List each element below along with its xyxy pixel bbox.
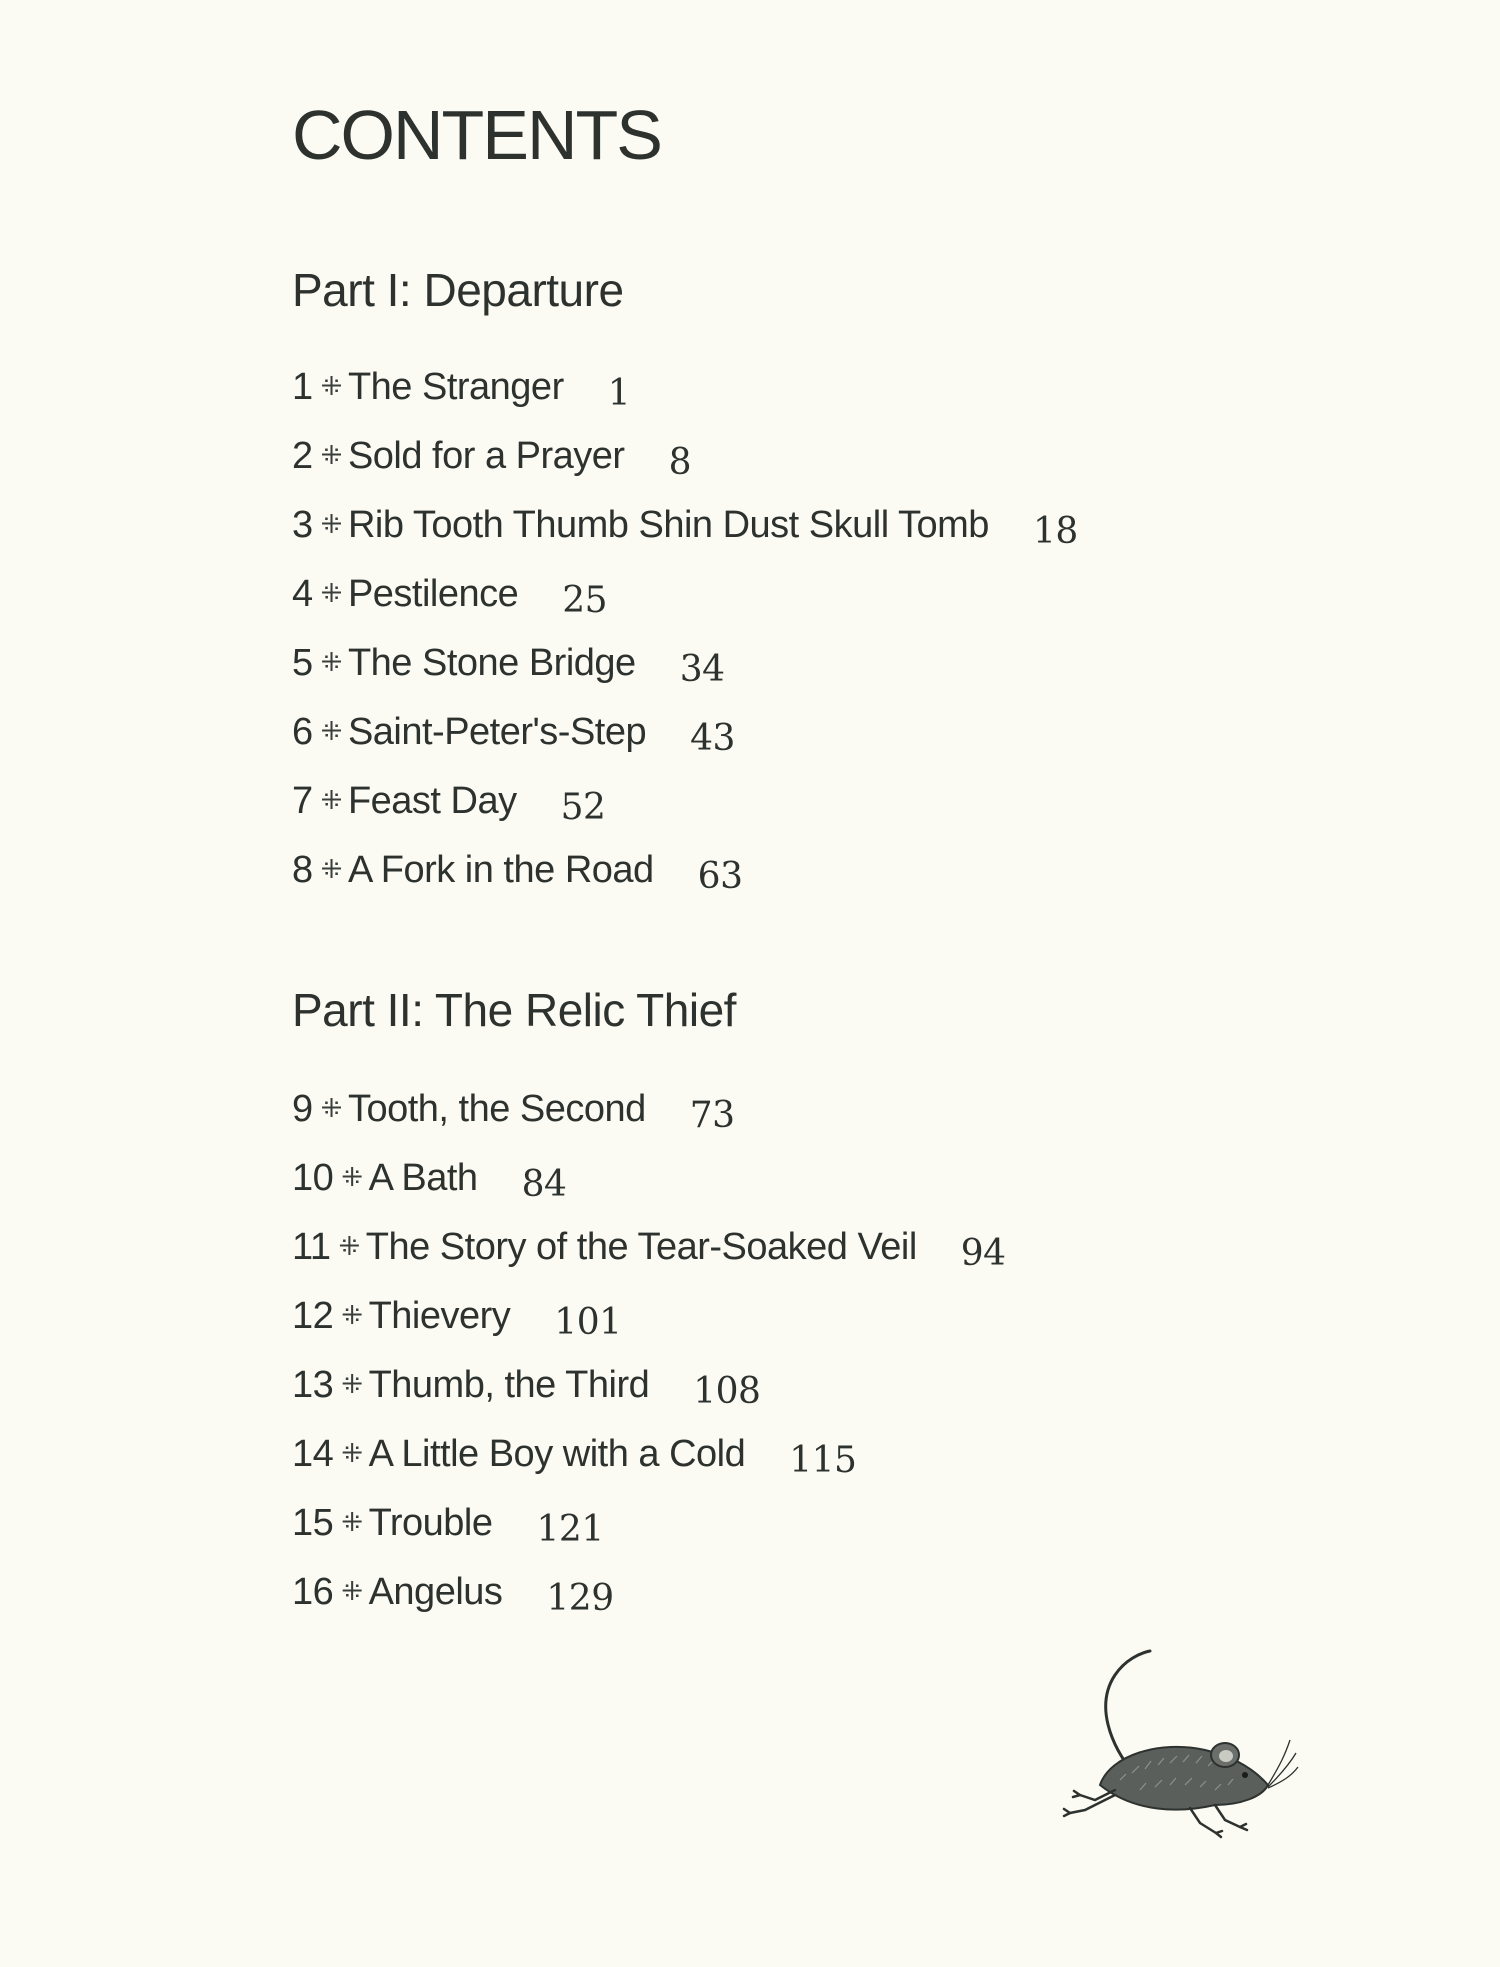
- toc-entry: [292, 1090, 1006, 1159]
- chapter-title: A Bath: [368, 1157, 478, 1199]
- toc-list: [292, 1090, 1006, 1642]
- toc-entry: [292, 1504, 1006, 1573]
- part-heading: Part II: The Relic Thief: [292, 984, 736, 1036]
- chapter-number: 10: [292, 1157, 334, 1199]
- separator-ornament: ⁜: [341, 1576, 363, 1606]
- separator-ornament: ⁜: [320, 578, 342, 608]
- separator-ornament: ⁜: [320, 440, 342, 470]
- separator-ornament: ⁜: [320, 509, 342, 539]
- chapter-title: Rib Tooth Thumb Shin Dust Skull Tomb: [347, 504, 989, 546]
- separator-ornament: ⁜: [320, 854, 342, 884]
- chapter-title: Angelus: [368, 1571, 503, 1613]
- toc-entry: [292, 1435, 1006, 1504]
- toc-entry: [292, 713, 1078, 782]
- chapter-number: 7: [292, 780, 313, 822]
- page-number: 84: [521, 1164, 567, 1205]
- chapter-number: 1: [292, 366, 313, 408]
- page-title: CONTENTS: [292, 96, 661, 174]
- separator-ornament: ⁜: [320, 1093, 342, 1123]
- chapter-title: Saint-Peter's-Step: [347, 711, 647, 753]
- toc-entry: [292, 575, 1078, 644]
- chapter-number: 9: [292, 1088, 313, 1130]
- chapter-number: 13: [292, 1364, 334, 1406]
- chapter-title: A Fork in the Road: [347, 849, 654, 891]
- page-number: 18: [1032, 511, 1078, 552]
- separator-ornament: ⁜: [341, 1438, 363, 1468]
- chapter-number: 14: [292, 1433, 334, 1475]
- page-number: 43: [690, 718, 735, 759]
- toc-entry: [292, 782, 1078, 851]
- chapter-number: 3: [292, 504, 313, 546]
- page-number: 121: [536, 1509, 604, 1550]
- toc-entry: [292, 1228, 1006, 1297]
- toc-entry: [292, 1573, 1006, 1642]
- chapter-title: Sold for a Prayer: [347, 435, 625, 477]
- chapter-title: Tooth, the Second: [347, 1088, 646, 1130]
- chapter-title: Pestilence: [347, 573, 519, 615]
- chapter-title: Trouble: [368, 1502, 493, 1544]
- mouse-icon: [1040, 1645, 1300, 1865]
- page-number: 8: [668, 442, 691, 483]
- chapter-number: 16: [292, 1571, 334, 1613]
- page-number: 108: [693, 1371, 761, 1412]
- toc-entry: [292, 506, 1078, 575]
- chapter-title: The Story of the Tear-Soaked Veil: [365, 1226, 917, 1268]
- chapter-title: The Stranger: [347, 366, 564, 408]
- chapter-number: 4: [292, 573, 313, 615]
- page-number: 129: [546, 1578, 614, 1619]
- chapter-title: Thievery: [368, 1295, 511, 1337]
- page-number: 1: [607, 373, 631, 414]
- toc-entry: [292, 368, 1078, 437]
- toc-entry: [292, 851, 1078, 920]
- chapter-title: The Stone Bridge: [347, 642, 636, 684]
- toc-entry: [292, 1297, 1006, 1366]
- chapter-number: 15: [292, 1502, 334, 1544]
- separator-ornament: ⁜: [320, 716, 342, 746]
- page-number: 94: [960, 1233, 1006, 1274]
- separator-ornament: ⁜: [320, 647, 342, 677]
- chapter-number: 11: [292, 1226, 331, 1268]
- separator-ornament: ⁜: [320, 785, 342, 815]
- separator-ornament: ⁜: [341, 1300, 363, 1330]
- chapter-number: 6: [292, 711, 313, 753]
- page-number: 63: [697, 856, 743, 897]
- page-number: 73: [689, 1095, 735, 1136]
- chapter-number: 5: [292, 642, 313, 684]
- page-number: 25: [562, 580, 608, 621]
- page-number: 34: [679, 649, 725, 690]
- separator-ornament: ⁜: [320, 371, 342, 401]
- toc-list: [292, 368, 1078, 920]
- page-number: 115: [789, 1440, 857, 1481]
- separator-ornament: ⁜: [338, 1231, 360, 1261]
- toc-entry: [292, 1366, 1006, 1435]
- chapter-number: 2: [292, 435, 313, 477]
- part-heading: Part I: Departure: [292, 264, 624, 316]
- chapter-number: 12: [292, 1295, 334, 1337]
- toc-entry: [292, 644, 1078, 713]
- chapter-title: Thumb, the Third: [368, 1364, 650, 1406]
- chapter-number: 8: [292, 849, 313, 891]
- toc-entry: [292, 437, 1078, 506]
- chapter-title: Feast Day: [347, 780, 517, 822]
- chapter-title: A Little Boy with a Cold: [368, 1433, 746, 1475]
- separator-ornament: ⁜: [341, 1369, 363, 1399]
- page-number: 101: [554, 1302, 622, 1343]
- separator-ornament: ⁜: [341, 1507, 363, 1537]
- page-number: 52: [560, 787, 606, 828]
- toc-entry: [292, 1159, 1006, 1228]
- separator-ornament: ⁜: [341, 1162, 363, 1192]
